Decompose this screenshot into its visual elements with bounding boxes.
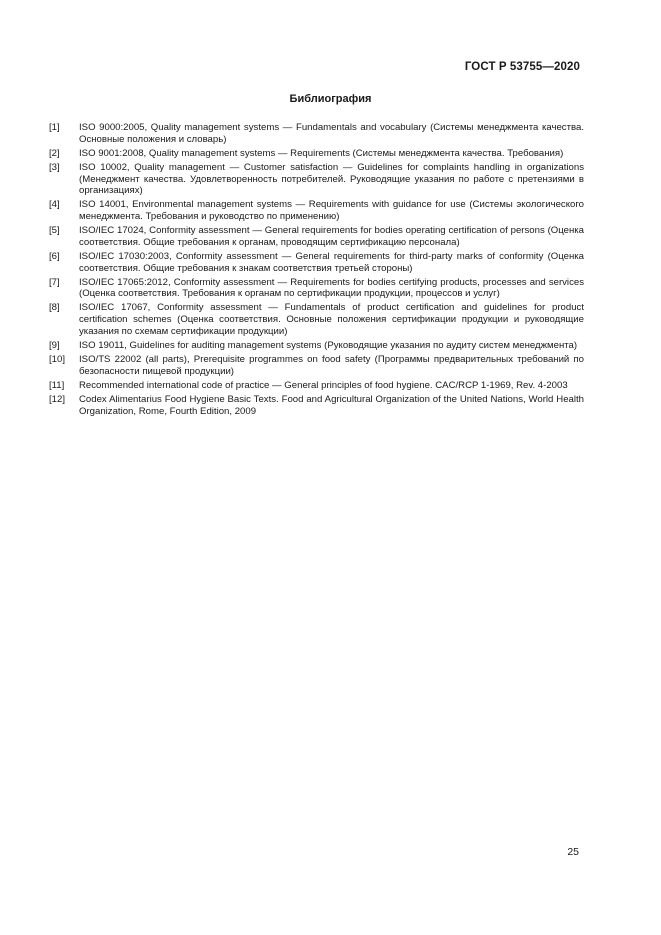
entry-number: [8] <box>49 302 60 314</box>
entry-number: [1] <box>49 122 60 133</box>
bibliography-entry <box>49 251 584 274</box>
entry-text: ISO/IEC 17030:2003, Conformity assessment — General requirements for third-party marks of conformity (Оценка соответствия. Общие требования к знакам соответствия третьей стороны) <box>79 250 584 274</box>
entry-text: ISO 9001:2008, Quality management systems — Requirements (Системы менеджмента качества. Требования) <box>79 147 564 159</box>
entry-number: [7] <box>49 276 60 288</box>
bibliography-entry <box>49 225 584 248</box>
entry-number: [4] <box>49 199 60 211</box>
bibliography-title: Библиография <box>289 93 372 105</box>
bibliography-entry <box>49 302 584 337</box>
entry-text: ISO/IEC 17024, Conformity assessment — General requirements for bodies operating certification of persons (Оценка соответствия. Общие требования к органам, проводящим сертификацию персонала) <box>79 225 584 248</box>
bibliography-entry <box>49 199 584 222</box>
entry-number: [3] <box>49 161 60 173</box>
bibliography-entry <box>49 394 584 417</box>
entry-text: Codex Alimentarius Food Hygiene Basic Texts. Food and Agricultural Organization of the United Nations, World Health Organization, Rome, Fourth Edition, 2009 <box>79 394 584 417</box>
entry-number: [6] <box>49 250 60 262</box>
entry-text: ISO/IEC 17067, Conformity assessment — Fundamentals of product certification and guidelines for product certification schemes (Оценка соответствия. Основные положения сертификации продукции и руководящие указания по схемам сертификации продукции) <box>79 302 584 337</box>
entry-text: ISO/TS 22002 (all parts), Prerequisite programmes on food safety (Программы предварительных требований по безопасности пищевой продукции) <box>79 354 584 377</box>
page-number: 25 <box>567 846 579 858</box>
bibliography-entry <box>49 380 584 392</box>
bibliography-entry <box>49 277 584 300</box>
entry-text: ISO/IEC 17065:2012, Conformity assessment — Requirements for bodies certifying products, processes and services (Оценка соответствия. Требования к органам по сертификации продукции, процессов и услуг) <box>79 276 584 300</box>
entry-number: [9] <box>49 339 60 351</box>
entry-text: ISO 9000:2005, Quality management systems — Fundamentals and vocabulary (Системы менеджмента качества. Основные положения и словарь) <box>79 122 584 145</box>
bibliography-entry <box>49 122 584 145</box>
entry-text: ISO 19011, Guidelines for auditing management systems (Руководящие указания по аудиту систем менеджмента) <box>79 339 578 351</box>
entry-text: ISO 14001, Environmental management systems — Requirements with guidance for use (Системы экологического менеджмента. Требования и руководство по применению) <box>79 199 584 222</box>
entry-text: ISO 10002, Quality management — Customer satisfaction — Guidelines for complaints handling in organizations (Менеджмент качества. Удовлетворенность потребителей. Руководящие указания по работе с претензиями в организациях) <box>79 161 584 197</box>
bibliography-entry <box>49 340 584 352</box>
bibliography-entry <box>49 354 584 377</box>
entry-text: Recommended international code of practice — General principles of food hygiene. CAC/RCP 1-1969, Rev. 4-2003 <box>79 379 568 391</box>
bibliography-entry <box>49 148 584 160</box>
bibliography-list <box>49 122 584 420</box>
entry-number: [12] <box>49 394 66 405</box>
entry-number: [10] <box>49 354 66 366</box>
bibliography-entry <box>49 162 584 197</box>
entry-number: [11] <box>49 379 65 391</box>
document-code: ГОСТ Р 53755—2020 <box>464 61 580 73</box>
entry-number: [5] <box>49 225 60 237</box>
entry-number: [2] <box>49 147 60 159</box>
